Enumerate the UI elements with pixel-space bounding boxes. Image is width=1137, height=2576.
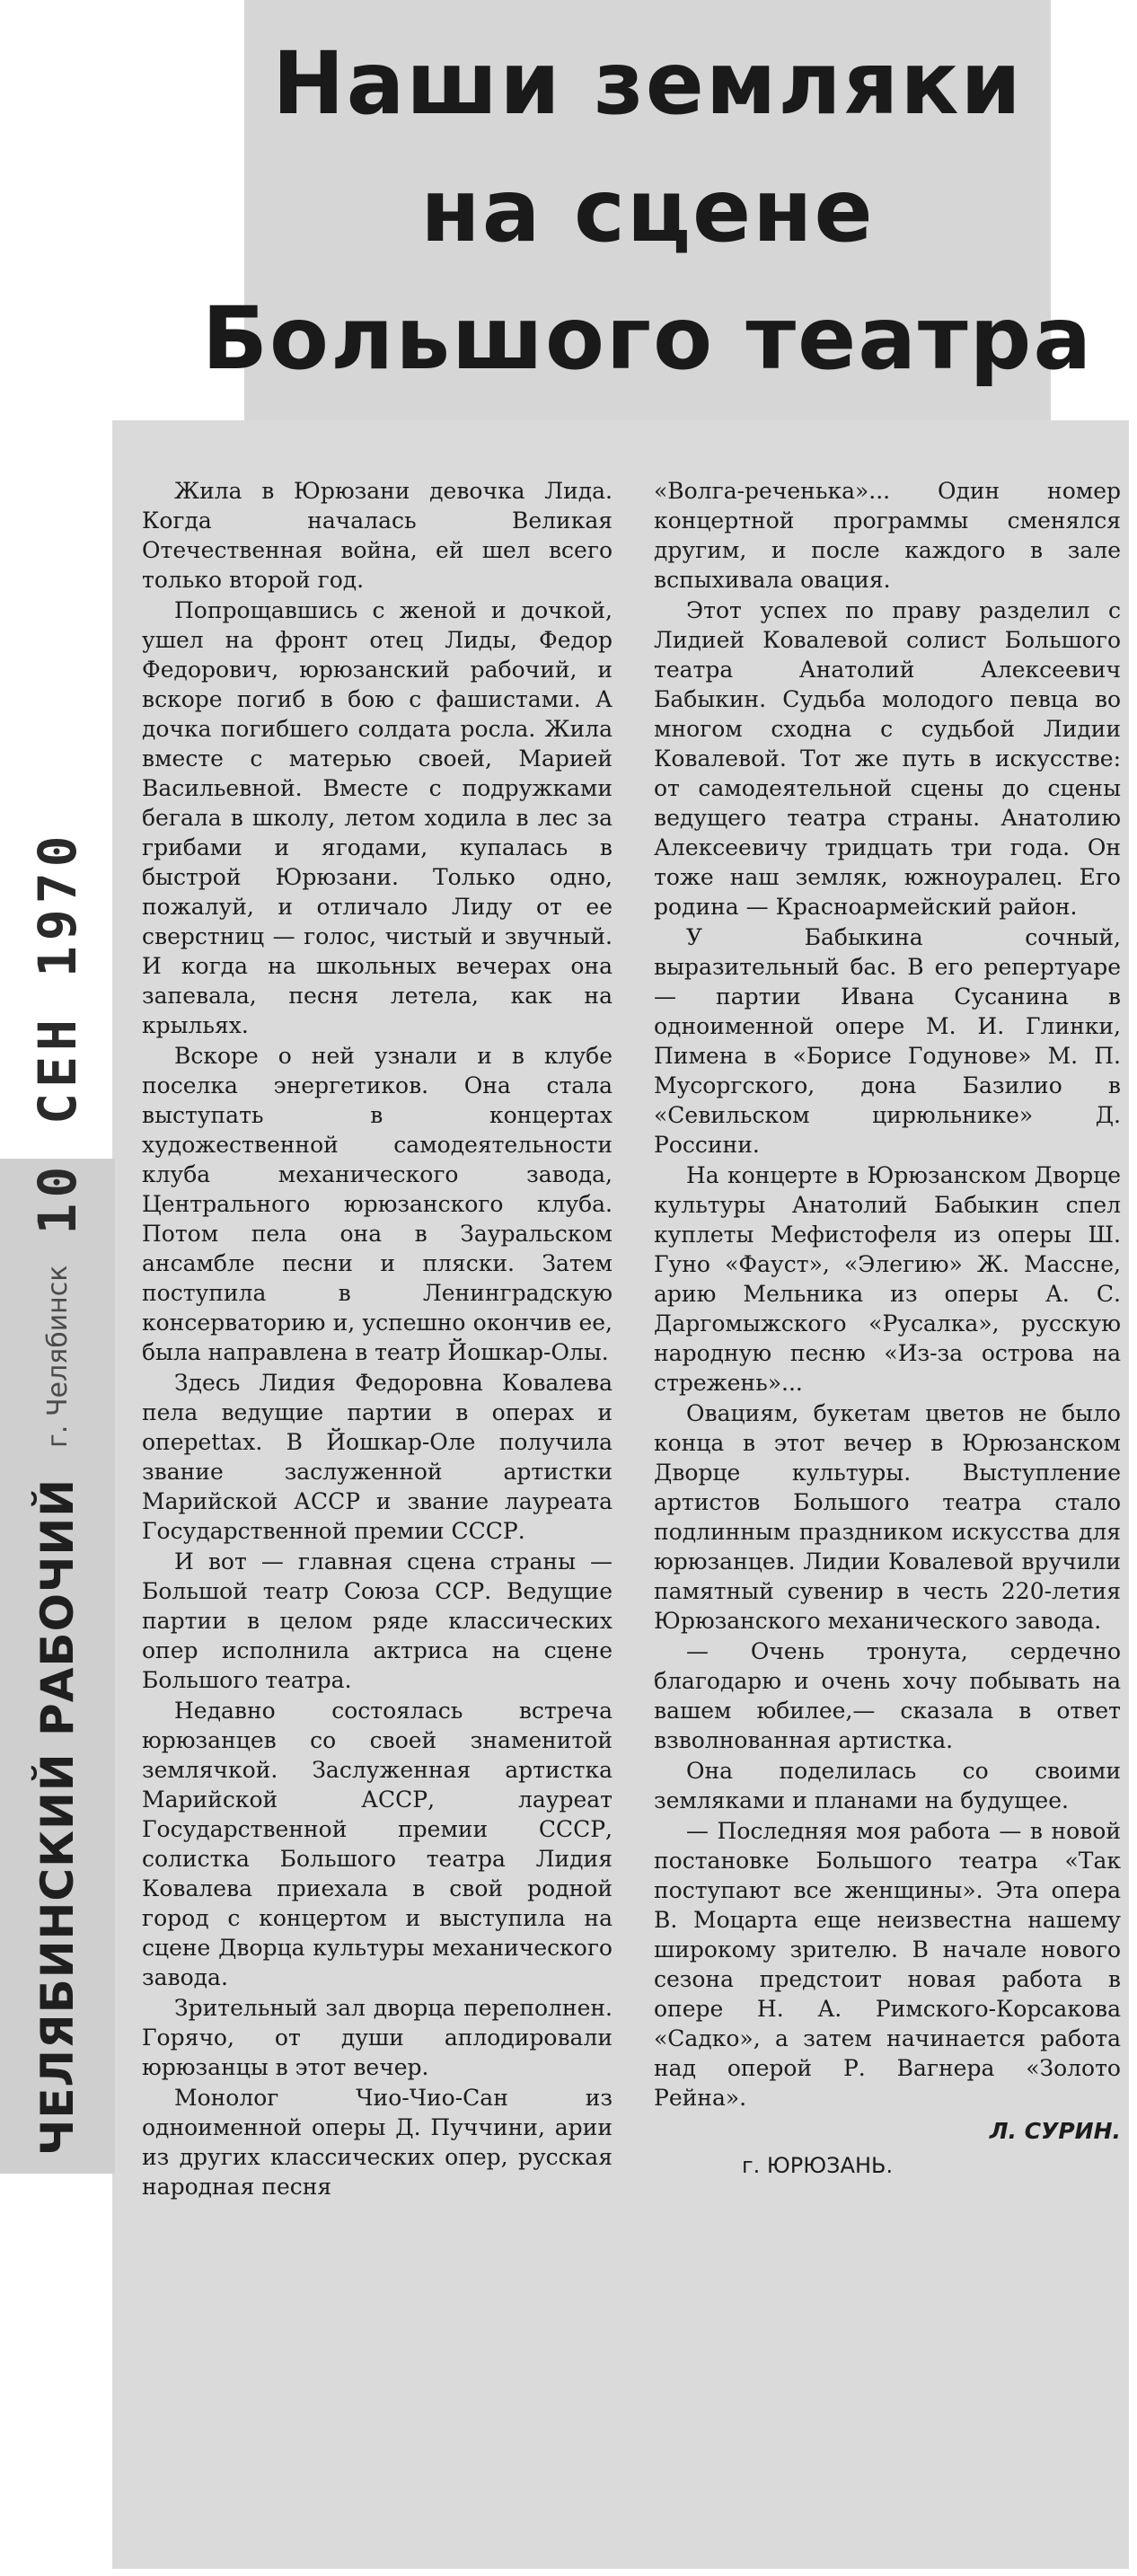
paragraph: На концерте в Юрюзанском Дворце культуры Анатолий Бабыкин спел куплеты Мефистофеля из оперы Ш. Гуно «Фауст», «Элегию» Ж. Массне, арию Мельника из оперы А. С. Даргомыжского «Русалка», русскую народную песню «Из-за острова на стрежень»... (654, 1162, 1121, 1396)
headline-line-3: Большого театра (201, 288, 1094, 389)
headline-line-1: Наши земляки (272, 33, 1023, 134)
paragraph: — Очень тронута, сердечно благодарю и очень хочу побывать на вашем юбилее,— сказала в ответ взволнованная артистка. (654, 1638, 1121, 1753)
publication-date: 10 СЕН 1970 (27, 830, 88, 1235)
article-column-right (654, 476, 1121, 2182)
paragraph: И вот — главная сцена страны — Большой театр Союза ССР. Ведущие партии в целом ряде классических опер исполнила актриса на сцене Большого театра. (142, 1548, 613, 1693)
dateline-place: г. ЮРЮЗАНЬ. (742, 2153, 894, 2178)
paragraph: Недавно состоялась встреча юрюзанцев со своей знаменитой землячкой. Заслуженная артистка Марийской АССР, лауреат Государственной премии СССР, солистка Большого театра Лидия Ковалева приехала в свой родной город с концертом и выступила на сцене Дворца культуры механического завода. (142, 1698, 613, 1990)
paragraph: Овациям, букетам цветов не было конца в этот вечер в Юрюзанском Дворце культуры. Выступление артистов Большого театра стало подлинным праздником искусства для юрюзанцев. Лидии Ковалевой вручили памятный сувенир в честь 220-летия Юрюзанского механического завода. (654, 1400, 1121, 1634)
paragraph: У Бабыкина сочный, выразительный бас. В его репертуаре — партии Ивана Сусанина в одноименной опере М. И. Глинки, Пимена в «Борисе Годунове» М. П. Мусоргского, дона Базилио в «Севильском цирюльнике» Д. Россини. (654, 924, 1121, 1158)
newspaper-city: г. Челябинск (41, 1265, 74, 1448)
paragraph: Попрощавшись с женой и дочкой, ушел на фронт отец Лиды, Федор Федорович, юрюзанский рабочий, и вскоре погиб в бою с фашистами. А дочка погибшего солдата росла. Жила вместе с матерью своей, Марией Васильевной. Вместе с подружками бегала в школу, летом ходила в лес за грибами и ягодами, купалась в быстрой Юрюзани. Только одно, пожалуй, и отличало Лиду от ее сверстниц — голос, чистый и звучный. И когда на школьных вечерах она запевала, песня летела, как на крыльях. (142, 597, 613, 1038)
paragraph: Вскоре о ней узнали и в клубе поселка энергетиков. Она стала выступать в концертах художественной самодеятельности клуба механического завода, Центрального юрюзанского клуба. Потом пела она в Зауральском ансамбле песни и пляски. Затем поступила в Ленинградскую консерваторию и, успешно окончив ее, была направлена в театр Йошкар-Олы. (142, 1043, 613, 1365)
author-signature: Л. СУРИН. (989, 2118, 1121, 2144)
paragraph: Здесь Лидия Федоровна Ковалева пела ведущие партии в операх и оперettах. В Йошкар-Оле получила звание заслуженной артистки Марийской АССР и звание лауреата Государственной премии СССР. (142, 1370, 613, 1544)
paragraph: Монолог Чио-Чио-Сан из одноименной оперы Д. Пуччини, арии из других классических опер, русская народная песня (142, 2085, 613, 2200)
paragraph: Зрительный зал дворца переполнен. Горячо, от души аплодировали юрюзанцы в этот вечер. (142, 1995, 613, 2080)
paragraph: Она поделилась со своими земляками и планами на будущее. (654, 1758, 1121, 1813)
paragraph: — Последняя моя работа — в новой постановке Большого театра «Так поступают все женщины». Эта опера В. Моцарта еще неизвестна нашему широкому зрителю. В начале нового сезона предстоит новая работа в опере Н. А. Римского-Корсакова «Садко», а затем начинается работа над оперой Р. Вагнера «Золото Рейна». (654, 1818, 1121, 2111)
article-column-left (142, 476, 613, 2202)
newspaper-name: ЧЕЛЯБИНСКИЙ РАБОЧИЙ (31, 1478, 84, 2156)
paragraph: «Волга-реченька»... Один номер концертной программы сменялся другим, и после каждого в зале вспыхивала овация. (654, 478, 1121, 593)
paragraph: Жила в Юрюзани девочка Лида. Когда началась Великая Отечественная война, ей шел всего только второй год. (142, 478, 613, 593)
article-headline (201, 0, 1094, 422)
paragraph: Этот успех по праву разделил с Лидией Ковалевой солист Большого театра Анатолий Алексеевич Бабыкин. Судьба молодого певца во многом сходна с судьбой Лидии Ковалевой. Тот же путь в искусстве: от самодеятельной сцены до сцены ведущего театра страны. Анатолию Алексеевичу тридцать три года. Он тоже наш земляк, южноуралец. Его родина — Красноармейский район. (654, 597, 1121, 920)
newspaper-stamp (0, 830, 116, 2156)
headline-line-2: на сцене (420, 161, 875, 261)
